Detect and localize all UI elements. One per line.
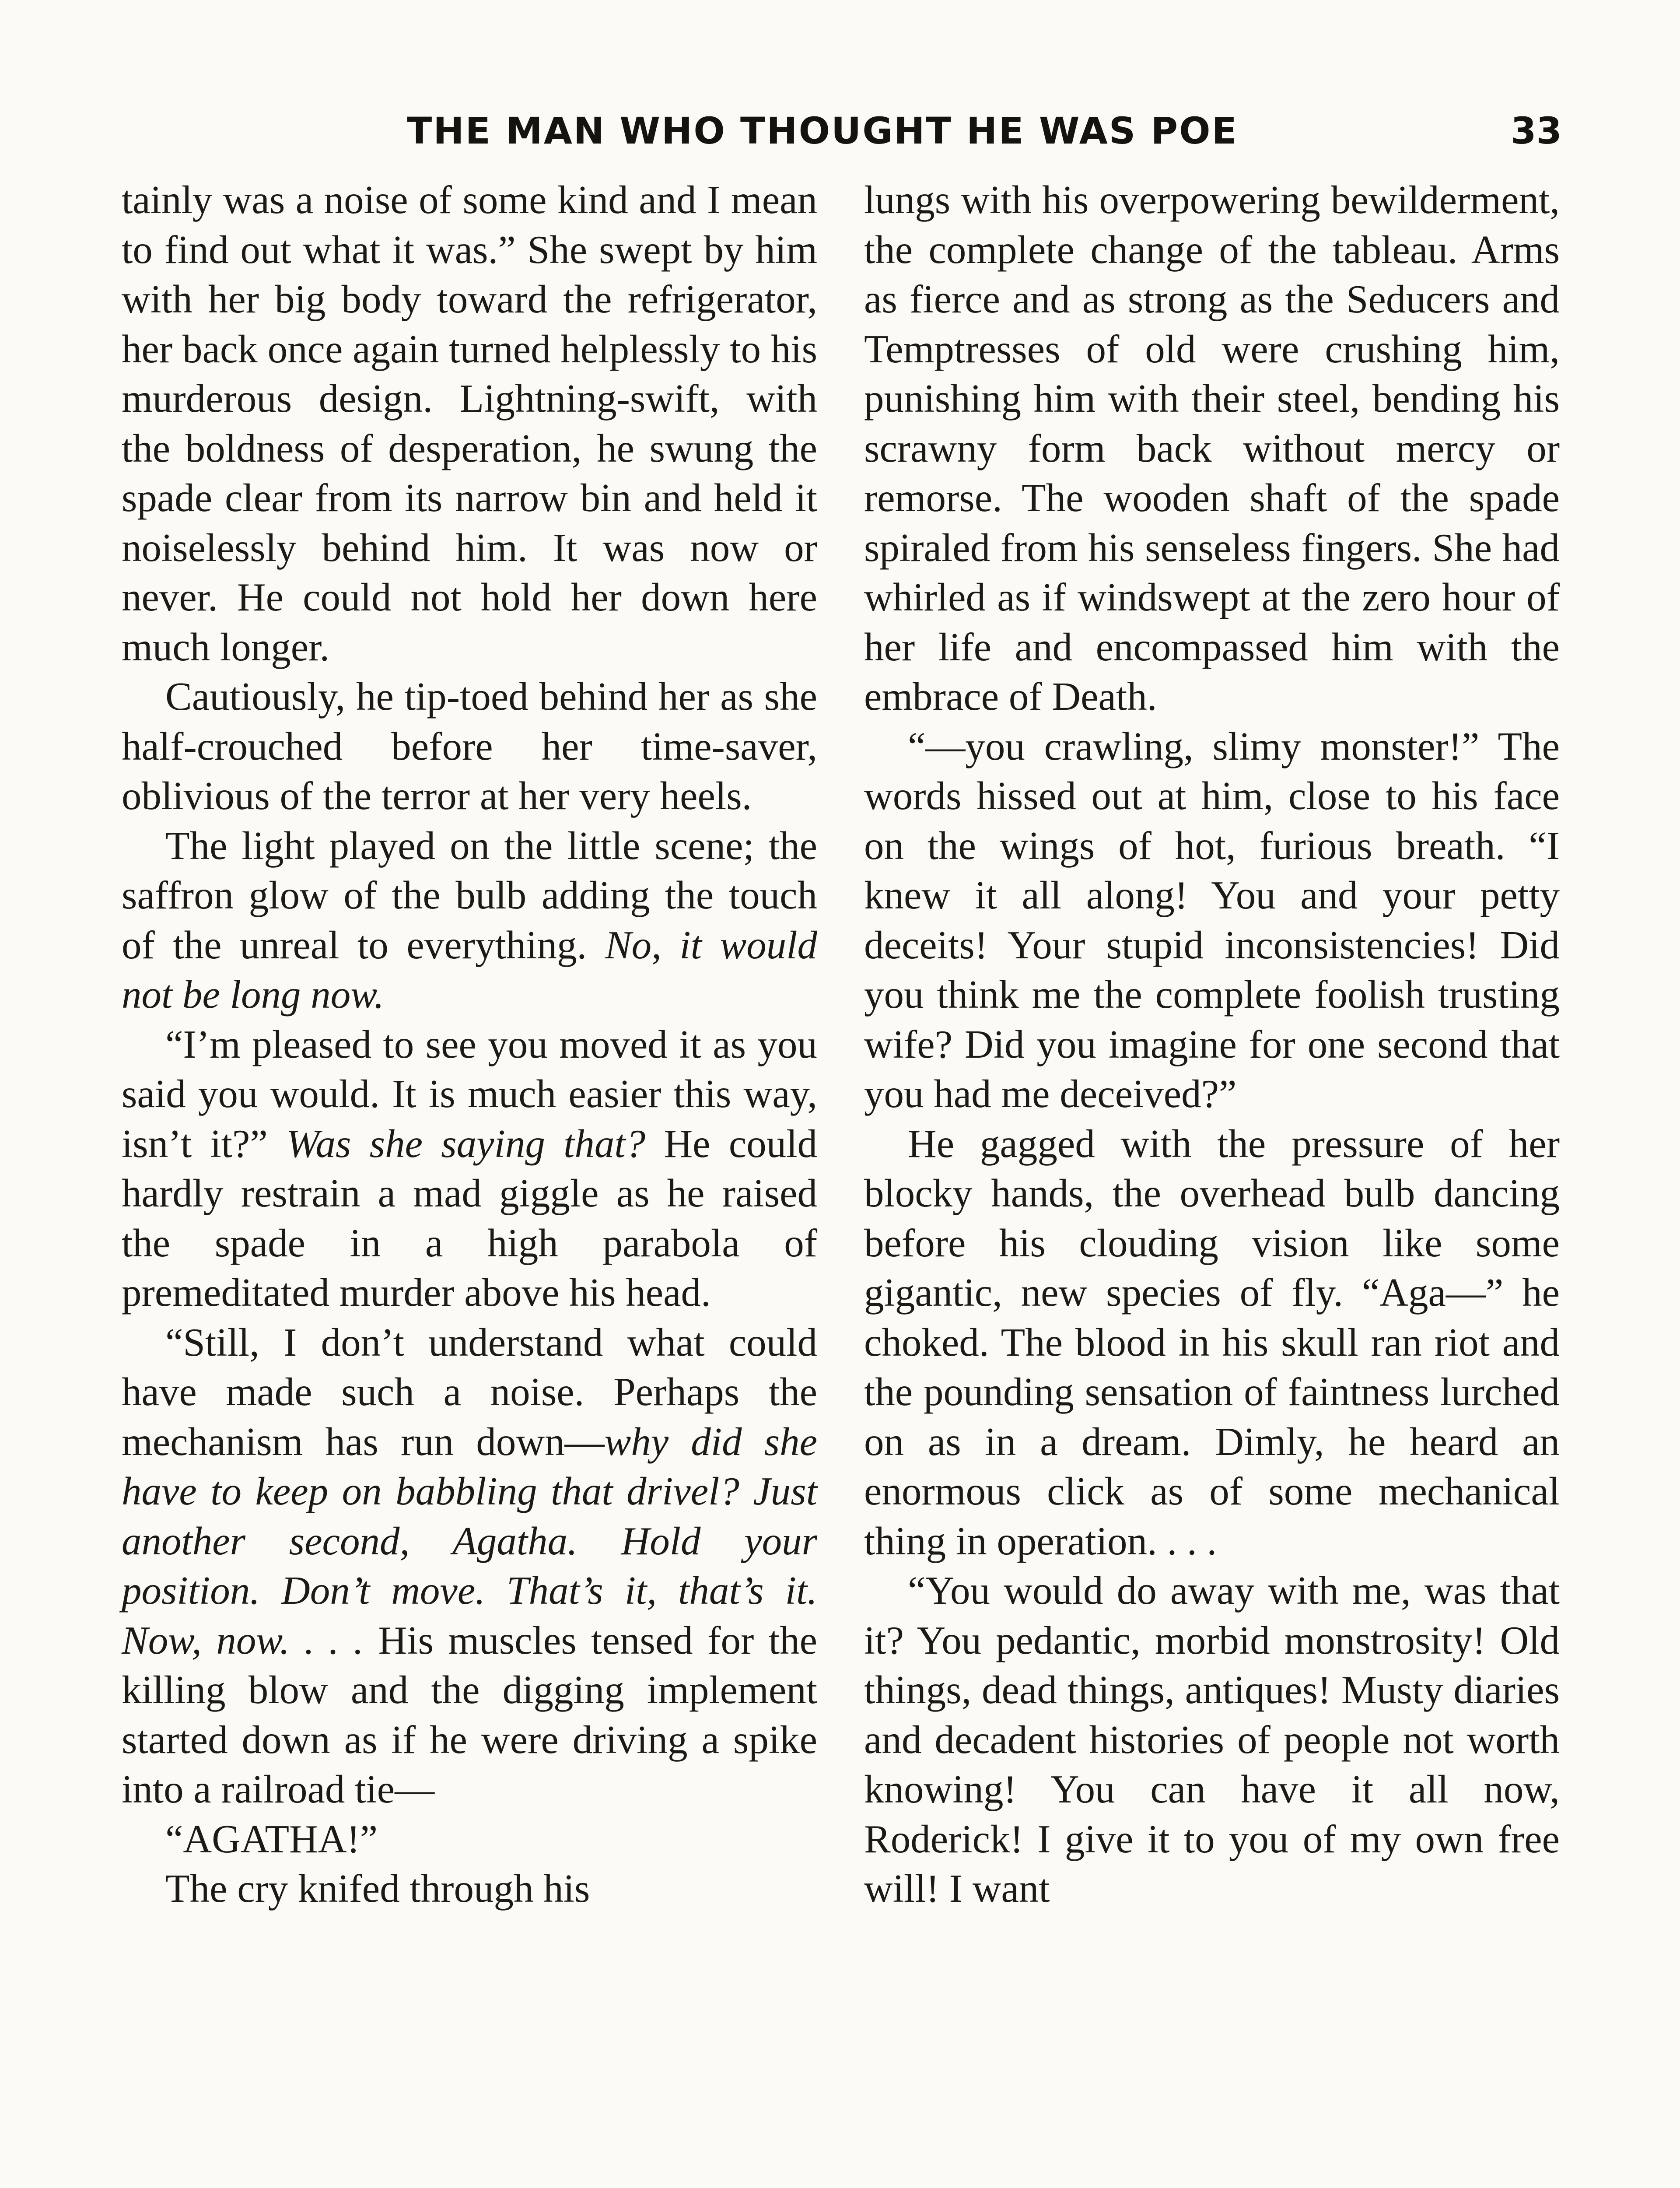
paragraph xyxy=(122,1318,817,1814)
paragraph-text: “Still, I don’t understand what could have made such a noise. Perhaps the mechanism has run down— xyxy=(122,1320,817,1464)
paragraph: “—you crawling, slimy monster!” The words hissed out at him, close to his face on the wings of hot, furious breath. “I knew it all along! You and your petty deceits! Your stupid inconsistencies! Did you think me the complete foolish trusting wife? Did you imagine for one second that you had me deceived?” xyxy=(864,724,1560,1116)
paragraph-text: His muscles tensed for the killing blow and the digging implement started down as if he were driving a spike into a railroad tie— xyxy=(122,1618,818,1811)
paragraph: He gagged with the pressure of her blocky hands, the overhead bulb dancing before his clouding vision like some gigantic, new species of fly. “Aga—” he choked. The blood in his skull ran riot and the pounding sensation of faintness lurched on as in a dream. Dimly, he heard an enormous click as of some mechanical thing in operation. . . . xyxy=(864,1121,1560,1563)
left-column xyxy=(122,175,817,1914)
paragraph: “AGATHA!” xyxy=(165,1816,378,1861)
italic-thought: No, it would not be long now. xyxy=(122,922,817,1017)
paragraph-text: He could hardly restrain a mad giggle as he raised the spade in a high parabola of premeditated murder above his head. xyxy=(122,1121,817,1315)
paragraph xyxy=(122,1020,817,1318)
paragraph-text: The light played on the little scene; the saffron glow of the bulb adding the touch of the unreal to everything. xyxy=(122,823,817,967)
paragraph-text: “I’m pleased to see you moved it as you said you would. It is much easier this way, isn’t it?” xyxy=(122,1022,817,1166)
italic-thought: why did she have to keep on babbling that drivel? Just another second, Agatha. Hold your position. Don’t move. That’s it, that’s it. Now, now. . . . xyxy=(122,1419,817,1662)
paragraph: lungs with his overpowering bewilderment, the complete change of the tableau. Arms as fierce and as strong as the Seducers and Temptresses of old were crushing him, punishing him with their steel, bending his scrawny form back without mercy or remorse. The wooden shaft of the spade spiraled from his senseless fingers. She had whirled as if windswept at the zero hour of her life and encompassed him with the embrace of Death. xyxy=(864,178,1560,719)
running-head: THE MAN WHO THOUGHT HE WAS POE xyxy=(407,109,1238,152)
paragraph: The cry knifed through his xyxy=(165,1866,590,1911)
page-number: 33 xyxy=(1511,109,1562,152)
paragraph: tainly was a noise of some kind and I mean to find out what it was.” She swept by him with her big body toward the refrigerator, her back once again turned helplessly to his murderous design. Lightning-swift, with the boldness of desperation, he swung the spade clear from its narrow bin and held it noiselessly behind him. It was now or never. He could not hold her down here much longer. xyxy=(122,178,817,669)
paragraph: “You would do away with me, was that it? You pedantic, morbid monstrosity! Old things, dead things, antiques! Musty diaries and decadent histories of people not worth knowing! You can have it all now, Roderick! I give it to you of my own free will! I want xyxy=(864,1568,1560,1911)
page-header xyxy=(118,109,1562,158)
paragraph xyxy=(122,821,817,1020)
paragraph: Cautiously, he tip-toed behind her as she half-crouched before her time-saver, oblivious of the terror at her very heels. xyxy=(122,674,817,818)
italic-thought: Was she saying that? xyxy=(286,1121,646,1166)
right-column xyxy=(864,175,1560,1914)
